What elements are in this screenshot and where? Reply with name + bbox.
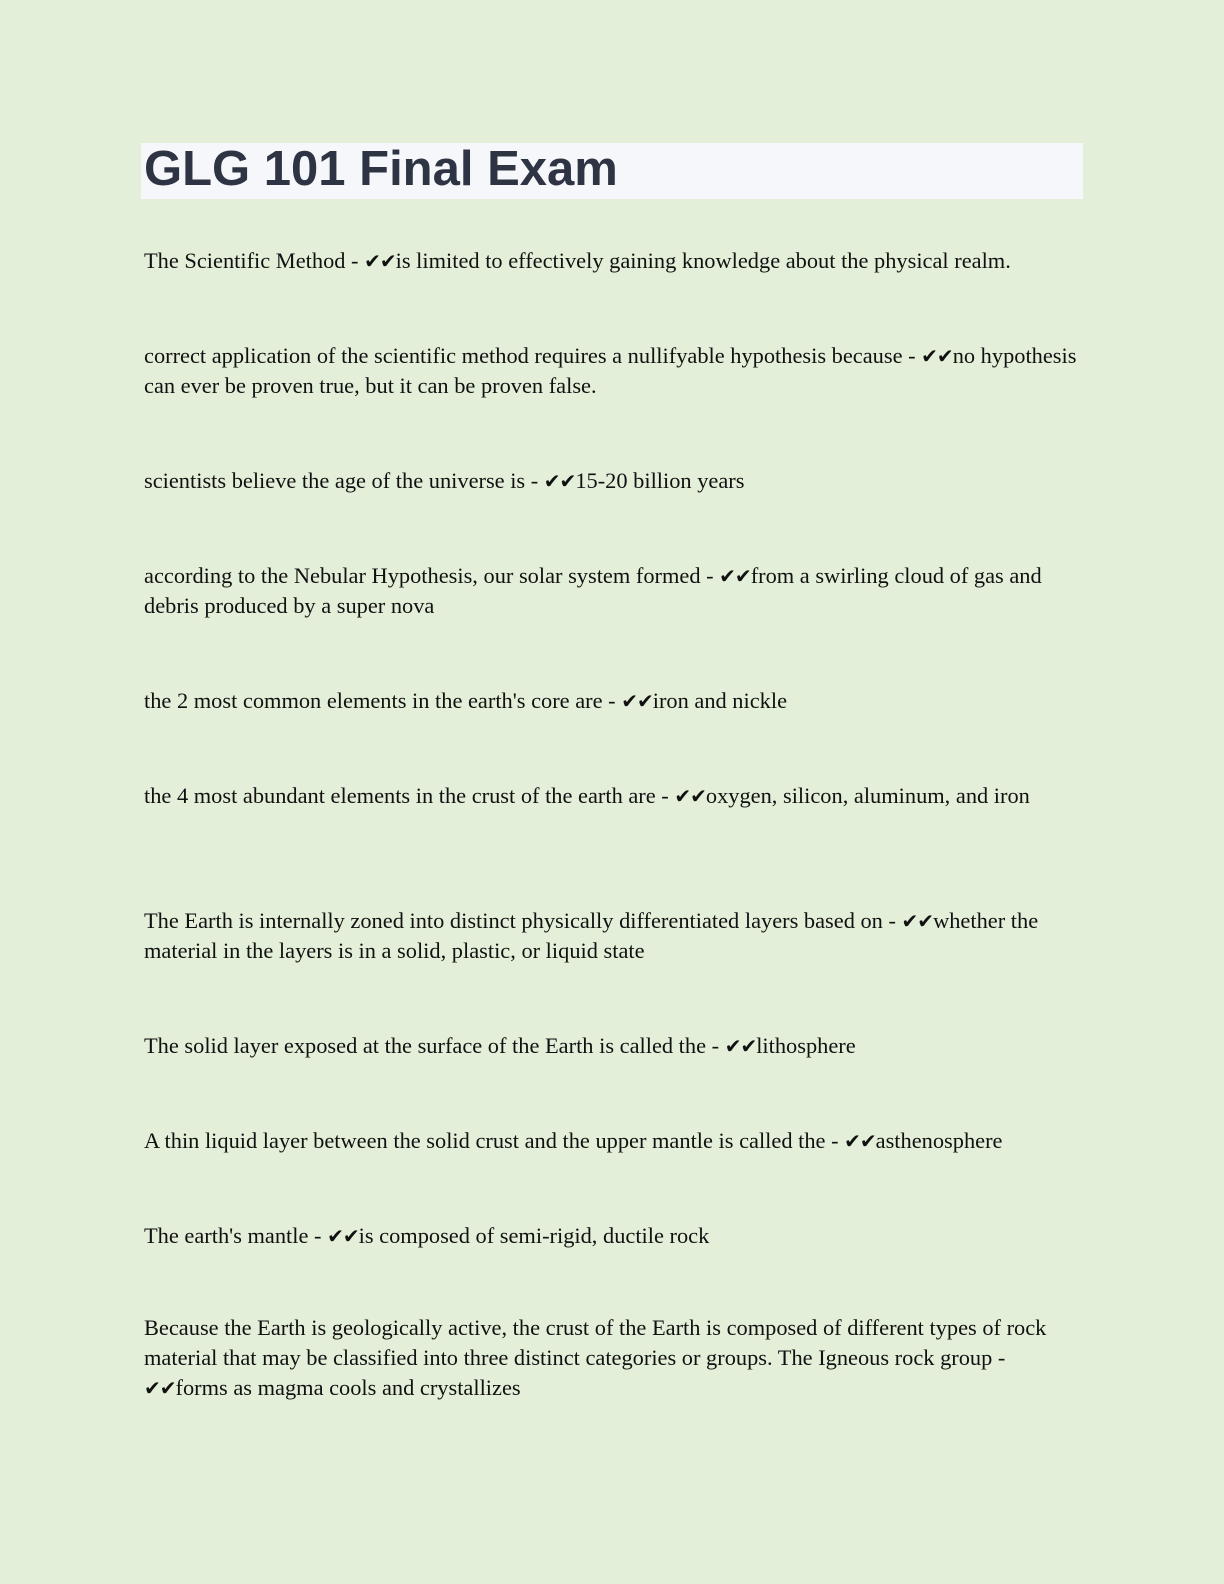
question-text: Because the Earth is geologically active, the crust of the Earth is composed of different types of rock material that may be classified into three distinct categories or groups. The Igneous rock group -	[144, 1315, 1047, 1370]
answer-text: 15-20 billion years	[575, 468, 745, 493]
answer-text: asthenosphere	[875, 1128, 1003, 1153]
check-marks-icon: ✔✔	[719, 564, 751, 588]
page-title: GLG 101 Final Exam	[144, 142, 618, 196]
question-text: the 2 most common elements in the earth's core are -	[144, 688, 622, 713]
check-marks-icon: ✔✔	[364, 249, 396, 273]
check-marks-icon: ✔✔	[543, 469, 576, 493]
qa-item-8	[144, 1031, 1084, 1061]
title-banner	[141, 143, 1083, 199]
qa-item-2	[144, 341, 1084, 401]
answer-text: lithosphere	[756, 1033, 856, 1058]
qa-item-5	[144, 686, 1084, 716]
qa-item-3	[144, 466, 1084, 496]
question-text: A thin liquid layer between the solid crust and the upper mantle is called the -	[144, 1128, 845, 1153]
question-text: according to the Nebular Hypothesis, our solar system formed -	[144, 563, 720, 588]
question-text: the 4 most abundant elements in the crust of the earth are -	[144, 783, 675, 808]
qa-item-11	[144, 1313, 1084, 1403]
check-marks-icon: ✔✔	[327, 1224, 359, 1248]
answer-text: from a swirling cloud of gas and debris produced by a super nova	[144, 563, 1042, 618]
question-text: The solid layer exposed at the surface of the Earth is called the -	[144, 1033, 725, 1058]
answer-text: is composed of semi-rigid, ductile rock	[358, 1223, 710, 1248]
check-marks-icon: ✔✔	[844, 1129, 876, 1153]
question-text: The earth's mantle -	[144, 1223, 328, 1248]
answer-text: is limited to effectively gaining knowledge about the physical realm.	[395, 248, 1011, 273]
answer-text: forms as magma cools and crystallizes	[175, 1375, 521, 1400]
question-text: scientists believe the age of the universe is -	[144, 468, 544, 493]
answer-text: no hypothesis can ever be proven true, but it can be proven false.	[144, 343, 1077, 398]
qa-item-4	[144, 561, 1084, 621]
check-marks-icon: ✔✔	[921, 344, 953, 368]
check-marks-icon: ✔✔	[621, 689, 653, 713]
answer-text: oxygen, silicon, aluminum, and iron	[705, 783, 1030, 808]
qa-item-9	[144, 1126, 1084, 1156]
question-text: correct application of the scientific method requires a nullifyable hypothesis because -	[144, 343, 922, 368]
qa-item-1	[144, 246, 1084, 276]
qa-item-10	[144, 1221, 1084, 1251]
check-marks-icon: ✔✔	[901, 909, 934, 933]
question-text: The Scientific Method -	[144, 248, 365, 273]
answer-text: whether the material in the layers is in a solid, plastic, or liquid state	[144, 908, 1039, 963]
check-marks-icon: ✔✔	[724, 1034, 757, 1058]
qa-item-6	[144, 781, 1084, 811]
answer-text: iron and nickle	[652, 688, 788, 713]
check-marks-icon: ✔✔	[674, 784, 706, 808]
qa-item-7	[144, 906, 1084, 966]
question-text: The Earth is internally zoned into distinct physically differentiated layers based on -	[144, 908, 902, 933]
check-marks-icon: ✔✔	[144, 1376, 176, 1400]
